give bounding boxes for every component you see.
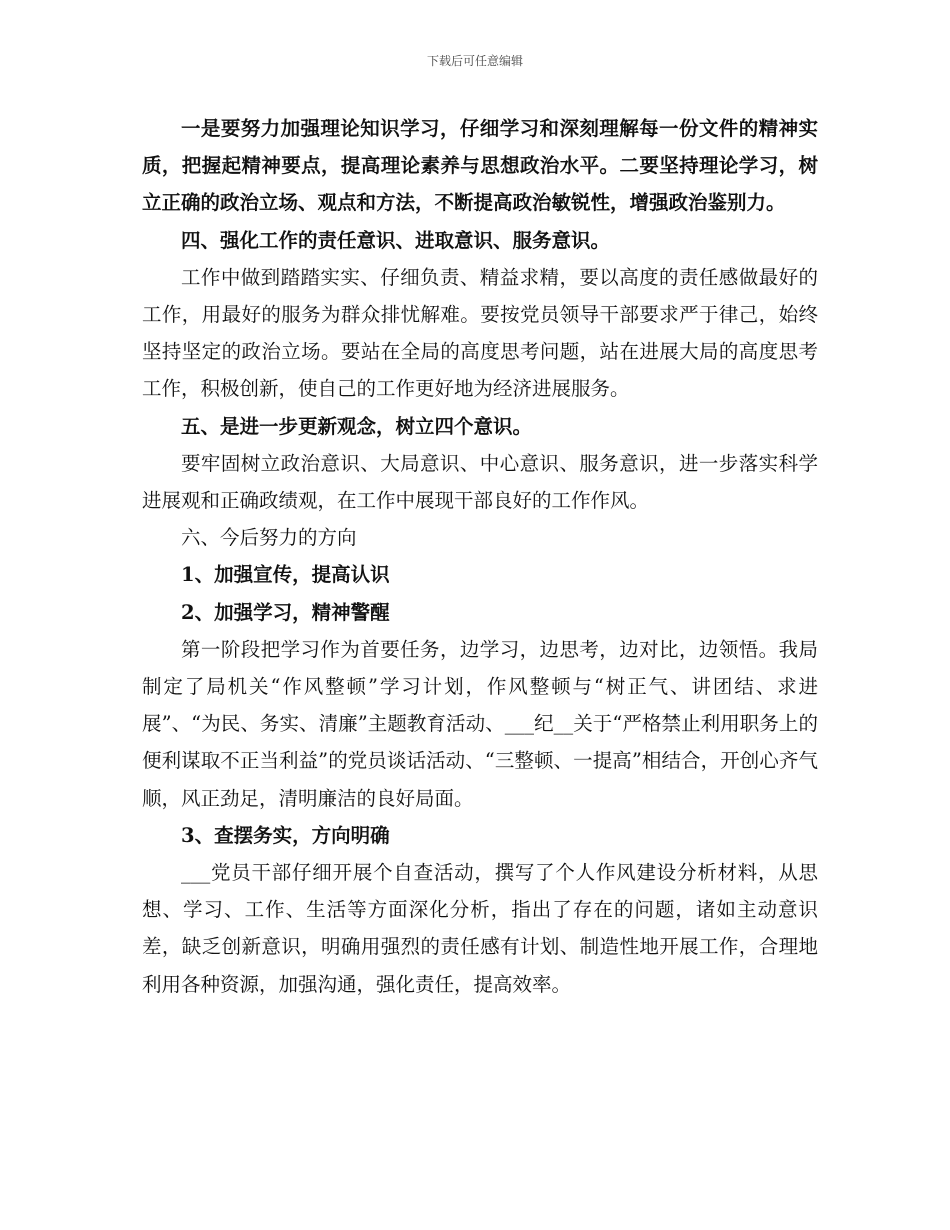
- subheading-3: 3、查摆务实，方向明确: [181, 823, 390, 847]
- page-header: 下载后可任意编辑: [426, 54, 523, 68]
- paragraph-study-goals: 一是要努力加强理论知识学习，仔细学习和深刻理解每一份文件的精神实质，把握起精神要点，提高理论素养与思想政治水平。二要坚持理论学习，树立正确的政治立场、观点和方法，不断提高政治敏锐性，增强政治鉴别力。: [142, 117, 818, 215]
- paragraph-four-awareness: 要牢固树立政治意识、大局意识、中心意识、服务意识，进一步落实科学进展观和正确政绩观，在工作中展现干部良好的工作作风。: [142, 451, 818, 513]
- paragraph-work-attitude: 工作中做到踏踏实实、仔细负责、精益求精，要以高度的责任感做最好的工作，用最好的服务为群众排忧解难。要按党员领导干部要求严于律己，始终坚持坚定的政治立场。要站在全局的高度思考问题，站在进展大局的高度思考工作，积极创新，使自己的工作更好地为经济进展服务。: [142, 265, 818, 401]
- paragraph-self-check: ___党员干部仔细开展个自查活动，撰写了个人作风建设分析材料，从思想、学习、工作、生活等方面深化分析，指出了存在的问题，诸如主动意识差，缺乏创新意识，明确用强烈的责任感有计划、制造性地开展工作，合理地利用各种资源，加强沟通，强化责任，提高效率。: [142, 861, 818, 996]
- document-body: [142, 110, 818, 1003]
- subheading-1: 1、加强宣传，提高认识: [181, 563, 390, 587]
- heading-section-five: 五、是进一步更新观念，树立四个意识。: [181, 414, 533, 438]
- heading-section-six: 六、今后努力的方向: [181, 526, 357, 550]
- paragraph-phase-one: 第一阶段把学习作为首要任务，边学习，边思考，边对比，边领悟。我局制定了局机关“作风整顿”学习计划，作风整顿与“树正气、讲团结、求进展”、“为民、务实、清廉”主题教育活动、___纪__关于“严格禁止利用职务上的便利谋取不正当利益”的党员谈话活动、“三整顿、一提高”相结合，开创心齐气顺，风正劲足，清明廉洁的良好局面。: [142, 637, 818, 810]
- heading-section-four: 四、强化工作的责任意识、进取意识、服务意识。: [181, 228, 611, 252]
- subheading-2: 2、加强学习，精神警醒: [181, 600, 390, 624]
